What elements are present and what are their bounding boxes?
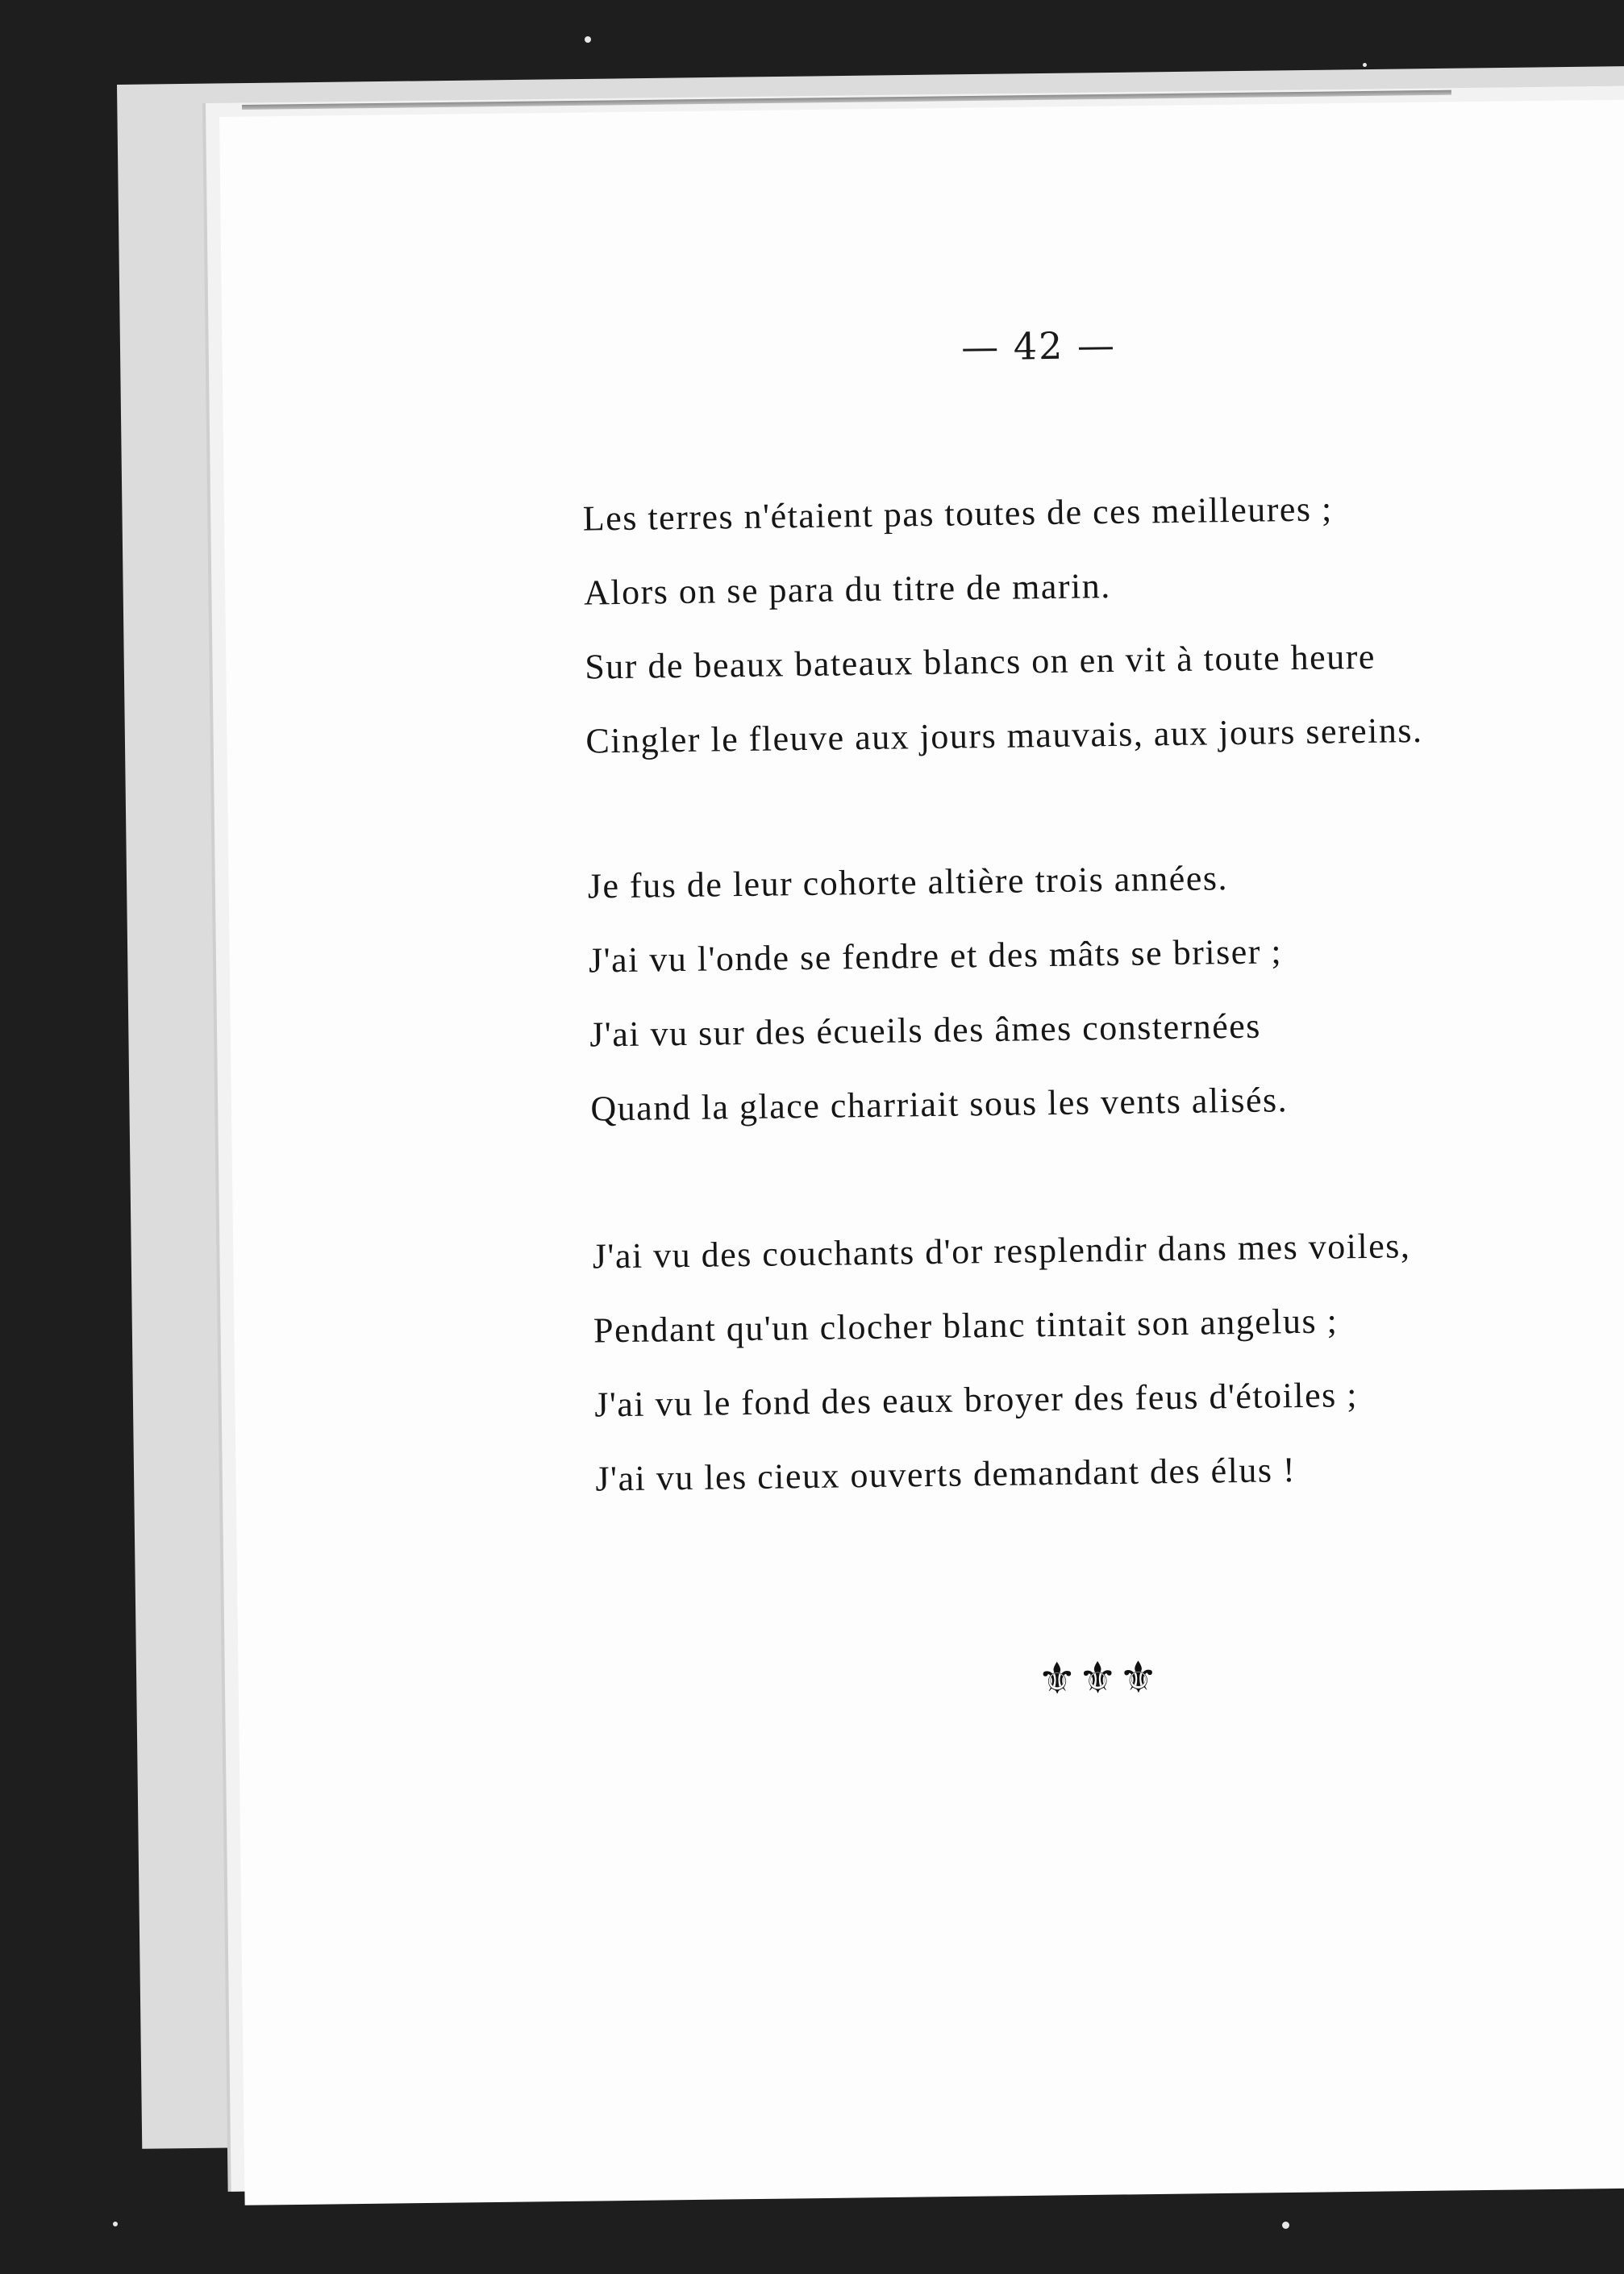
verse-line: J'ai vu l'onde se fendre et des mâts se briser ; xyxy=(588,931,1283,981)
verse-line: Les terres n'étaient pas toutes de ces meilleures ; xyxy=(582,489,1334,539)
verse-line: J'ai vu des couchants d'or resplendir dans mes voiles, xyxy=(592,1226,1411,1277)
page-number: — 42 — xyxy=(960,323,1117,369)
fleuron-ornament: ⚜⚜⚜ xyxy=(1037,1651,1160,1705)
verse-line: J'ai vu les cieux ouverts demandant des élus ! xyxy=(595,1450,1297,1499)
stanza-3 xyxy=(592,1209,1414,1516)
verse-line: Alors on se para du titre de marin. xyxy=(583,566,1111,613)
verse-line: J'ai vu le fond des eaux broyer des feus d'étoiles ; xyxy=(593,1375,1359,1425)
verse-line: Sur de beaux bateaux blancs on en vit à toute heure xyxy=(584,636,1376,687)
verse-line: Je fus de leur cohorte altière trois années. xyxy=(587,858,1229,906)
verse-line: Cingler le fleuve aux jours mauvais, aux jours sereins. xyxy=(585,710,1423,761)
verse-line: J'ai vu sur des écueils des âmes consternées xyxy=(589,1006,1262,1055)
stanza-1 xyxy=(582,471,1423,779)
verse-line: Pendant qu'un clocher blanc tintait son angelus ; xyxy=(593,1301,1339,1351)
stanza-2 xyxy=(587,840,1288,1146)
verse-line: Quand la glace charriait sous les vents alisés. xyxy=(590,1080,1289,1129)
